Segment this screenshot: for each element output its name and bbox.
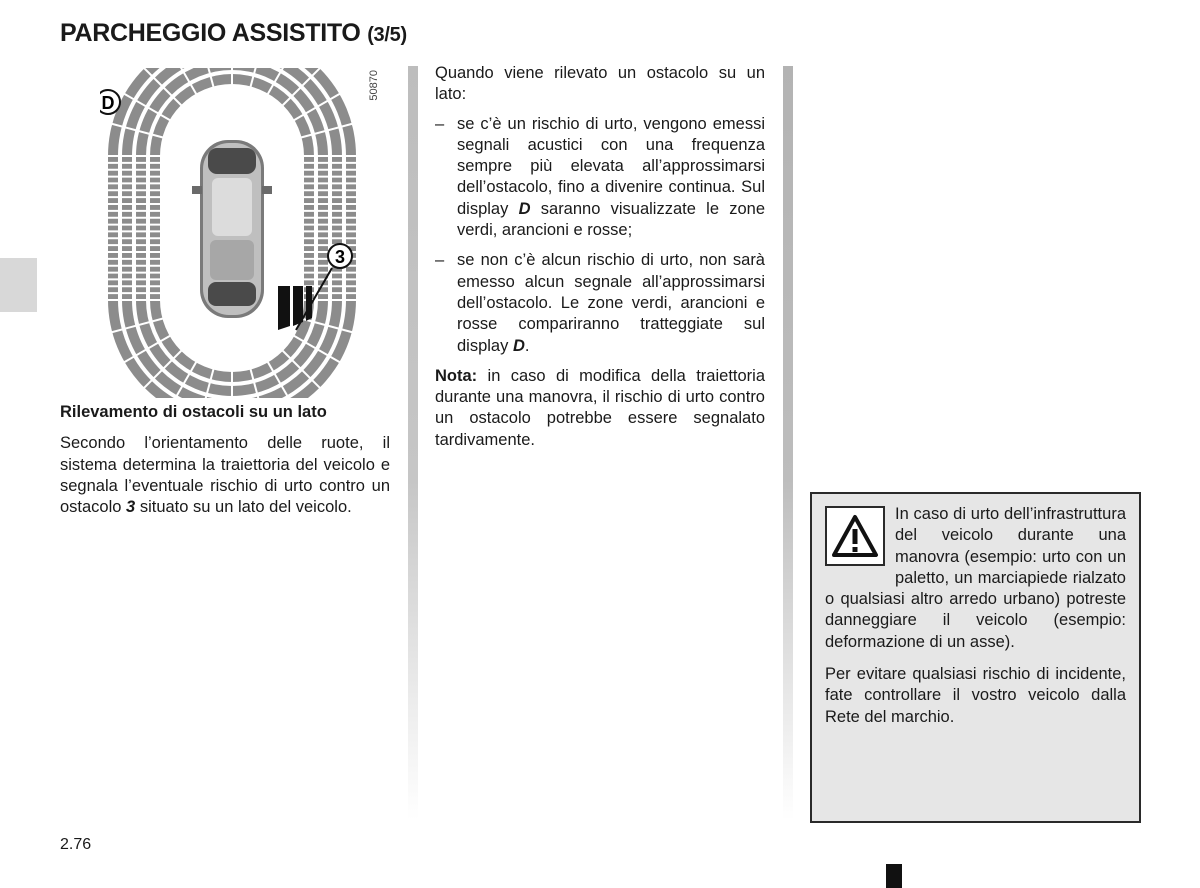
callout-3-label: 3 (334, 247, 346, 267)
warning-box (810, 492, 1141, 823)
page-title-main: PARCHEGGIO ASSISTITO (60, 19, 361, 47)
warning-paragraph: Per evitare qualsiasi rischio di incidente, fate controllare il vostro veicolo dalla Rete del marchio. (825, 665, 1126, 726)
column-left (60, 402, 390, 518)
column-middle (435, 63, 765, 459)
paragraph: Secondo l’orientamento delle ruote, il sistema determina la traiettoria del veicolo e segnala l’eventuale rischio di urto contro un ostacolo 3 situato su un lato del veicolo. (60, 434, 390, 517)
note-paragraph: Nota: in caso di modifica della traiettoria durante una manovra, il rischio di urto contro un ostacolo potrebbe essere segnalato tardivamente. (435, 366, 765, 449)
list-item: – se c’è un rischio di urto, vengono emessi segnali acustici con una frequenza sempre più elevata all’approssimarsi dell’ostacolo, fino a divenire continua. Sul display D saranno visualizzate le zone verdi, arancioni e rosse; (435, 114, 766, 240)
display-d-label: D (101, 93, 115, 113)
car-top-view (192, 140, 272, 318)
note-label: Nota: (435, 366, 478, 385)
intro-paragraph: Quando viene rilevato un ostacolo su un lato: (435, 64, 765, 104)
page-edge-marker (886, 864, 902, 888)
warning-paragraph: In caso di urto dell’infrastruttura del veicolo durante una manovra (esempio: urto con un paletto, un marciapiede rialzato o qualsiasi altro arredo urbano) potreste danneggiare il veicolo (esempio: deformazione di un asse). (825, 505, 1126, 651)
section-tab (0, 258, 37, 312)
page-title (60, 19, 407, 48)
section-heading: Rilevamento di ostacoli su un lato (60, 403, 327, 421)
page-number: 2.76 (60, 836, 92, 853)
page-title-part: (3/5) (367, 24, 407, 46)
figure-code: 50870 (368, 70, 380, 101)
dash-bullet: – (435, 114, 445, 133)
parking-display-illustration (100, 68, 390, 398)
warning-icon (825, 506, 885, 566)
dash-bullet: – (435, 251, 445, 270)
parking-display-svg (100, 68, 390, 398)
ref-d: D (518, 199, 531, 218)
ref-3: 3 (126, 498, 136, 517)
list-item: – se non c’è alcun rischio di urto, non sarà emesso alcun segnale all’approssimarsi dell’ostacolo. Le zone verdi, arancioni e rosse compariranno tratteggiate sul display D. (435, 251, 765, 355)
column-divider-left (408, 66, 418, 820)
column-divider-right (783, 66, 793, 820)
ref-d: D (512, 336, 525, 355)
